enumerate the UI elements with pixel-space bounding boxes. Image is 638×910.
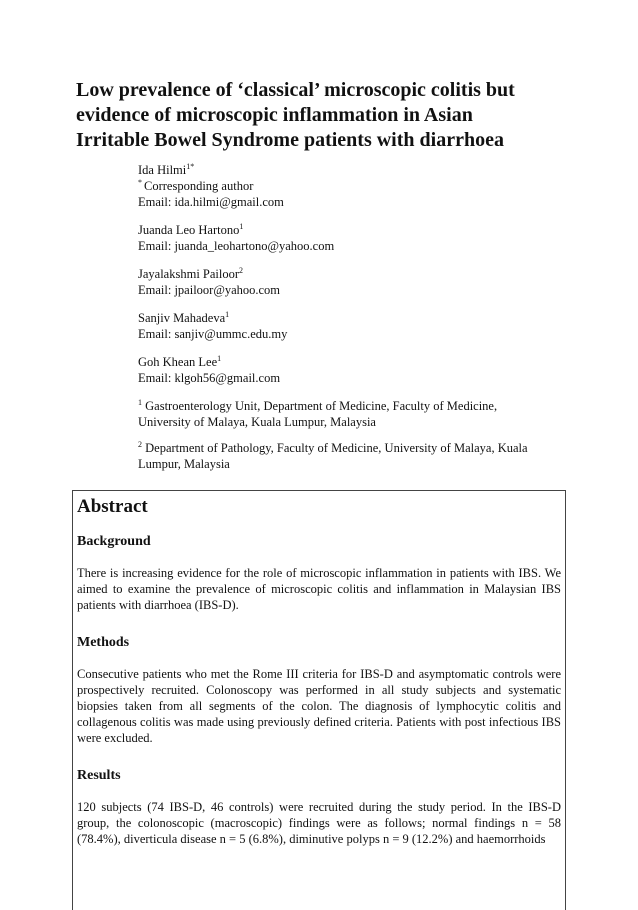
author-email[interactable]: Email: sanjiv@ummc.edu.my [138,327,288,341]
methods-text: Consecutive patients who met the Rome III criteria for IBS-D and asymptomatic controls were prospectively recruited. Colonoscopy was performed in all study subjects and systematic biopsies taken from all segments of the colon. The diagnosis of lymphocytic colitis and collagenous colitis was made using previously defined criteria. Patients with post infectious IBS were excluded. [77,666,561,746]
corresponding-note: Corresponding author [144,179,254,193]
author-superscript: 2 [239,266,244,275]
author-email[interactable]: Email: klgoh56@gmail.com [138,371,281,385]
author-name: Juanda Leo Hartono [138,223,240,237]
affiliation-line: Gastroenterology Unit, Department of Medicine, Faculty of Medicine, [145,399,498,413]
author-name: Ida Hilmi [138,163,187,177]
affiliation-line: Lumpur, Malaysia [138,457,230,471]
methods-heading: Methods [77,634,130,650]
author-email[interactable]: Email: ida.hilmi@gmail.com [138,195,284,209]
author-name: Sanjiv Mahadeva [138,311,226,325]
title-line: evidence of microscopic inflammation in Asian [76,104,473,126]
paper-title [76,78,576,153]
author-block [138,266,578,298]
affiliation-mark: 2 [138,440,142,449]
author-name: Jayalakshmi Pailoor [138,267,240,281]
corresponding-mark: * [138,178,142,187]
author-block [138,310,578,342]
author-list [138,162,578,482]
author-superscript: 1 [225,310,230,319]
author-email[interactable]: Email: juanda_leohartono@yahoo.com [138,239,335,253]
author-superscript: 1 [239,222,244,231]
author-email[interactable]: Email: jpailoor@yahoo.com [138,283,281,297]
author-block [138,162,578,210]
background-heading: Background [77,534,151,549]
abstract-box [72,490,566,910]
background-text: There is increasing evidence for the role of microscopic inflammation in patients with IBS. We aimed to examine the prevalence of microscopic colitis and inflammation in Malaysian IBS patients with diarrhoea (IBS-D). [77,566,561,613]
title-line: Irritable Bowel Syndrome patients with diarrhoea [76,129,504,151]
author-superscript: 1* [186,162,195,171]
author-block [138,222,578,254]
results-text: 120 subjects (74 IBS-D, 46 controls) were recruited during the study period. In the IBS-D group, the colonoscopic (macroscopic) findings were as follows; normal findings n = 58 (78.4%), diverticula disease n = 5 (6.8%), diminutive polyps n = 9 (12.2%) and haemorrhoids [77,799,561,847]
affiliation [138,440,578,472]
affiliation-line: Department of Pathology, Faculty of Medicine, University of Malaya, Kuala [145,441,528,455]
affiliation [138,398,578,430]
affiliation-mark: 1 [138,398,142,407]
author-block [138,354,578,386]
abstract-content [77,495,561,867]
results-heading: Results [77,767,121,783]
title-line: Low prevalence of ‘classical’ microscopic colitis but [76,79,515,101]
author-superscript: 1 [217,354,222,363]
abstract-heading: Abstract [77,496,148,517]
affiliation-line: University of Malaya, Kuala Lumpur, Malaysia [138,415,376,429]
author-name: Goh Khean Lee [138,355,218,369]
